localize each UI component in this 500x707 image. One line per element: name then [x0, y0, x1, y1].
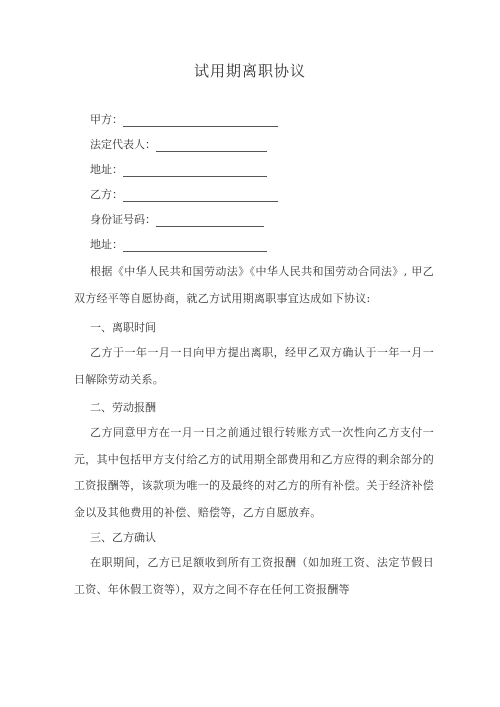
field-label: 法定代表人： — [90, 138, 156, 151]
section-heading: 二、劳动报酬 — [90, 401, 156, 414]
blank-line — [123, 189, 278, 202]
legal-representative-field — [90, 138, 267, 152]
field-label: 地址： — [90, 163, 123, 176]
blank-line — [123, 164, 267, 177]
document-title: 试用期离职协议 — [193, 62, 306, 80]
field-label: 甲方： — [90, 113, 123, 126]
party-b-address-field — [90, 238, 267, 252]
blank-line — [156, 214, 264, 227]
field-label: 地址： — [90, 238, 123, 251]
intro-paragraph: 根据《中华人民共和国劳动法》《中华人民共和国劳动合同法》, 甲乙双方经平等自愿协商，就乙方试用期离职事宜达成如下协议: — [74, 265, 434, 305]
party-b-field — [90, 188, 278, 202]
section-heading: 三、乙方确认 — [90, 531, 156, 544]
section-body: 乙方同意甲方在一月一日之前通过银行转账方式一次性向乙方支付一元，其中包括甲方支付给乙方的试用期全部费用和乙方应得的剩余部分的工资报酬等，该款项为唯一的及最终的对乙方的所有补偿。关于经济补偿金以及其他费用的补偿、赔偿等，乙方自愿放弃。 — [74, 426, 434, 519]
id-number-field — [90, 213, 264, 227]
party-a-address-field — [90, 163, 267, 177]
blank-line — [123, 114, 278, 127]
field-label: 身份证号码： — [90, 213, 156, 226]
blank-line — [123, 239, 267, 252]
blank-line — [156, 139, 267, 152]
section-body: 乙方于一年一月一日向甲方提出离职，经甲乙双方确认于一年一月一日解除劳动关系。 — [74, 346, 434, 386]
section-heading: 一、离职时间 — [90, 321, 156, 334]
party-a-field — [90, 113, 278, 127]
field-label: 乙方： — [90, 188, 123, 201]
section-body: 在职期间，乙方已足额收到所有工资报酬（如加班工资、法定节假日工资、年休假工资等），双方之间不存在任何工资报酬等 — [74, 556, 434, 596]
